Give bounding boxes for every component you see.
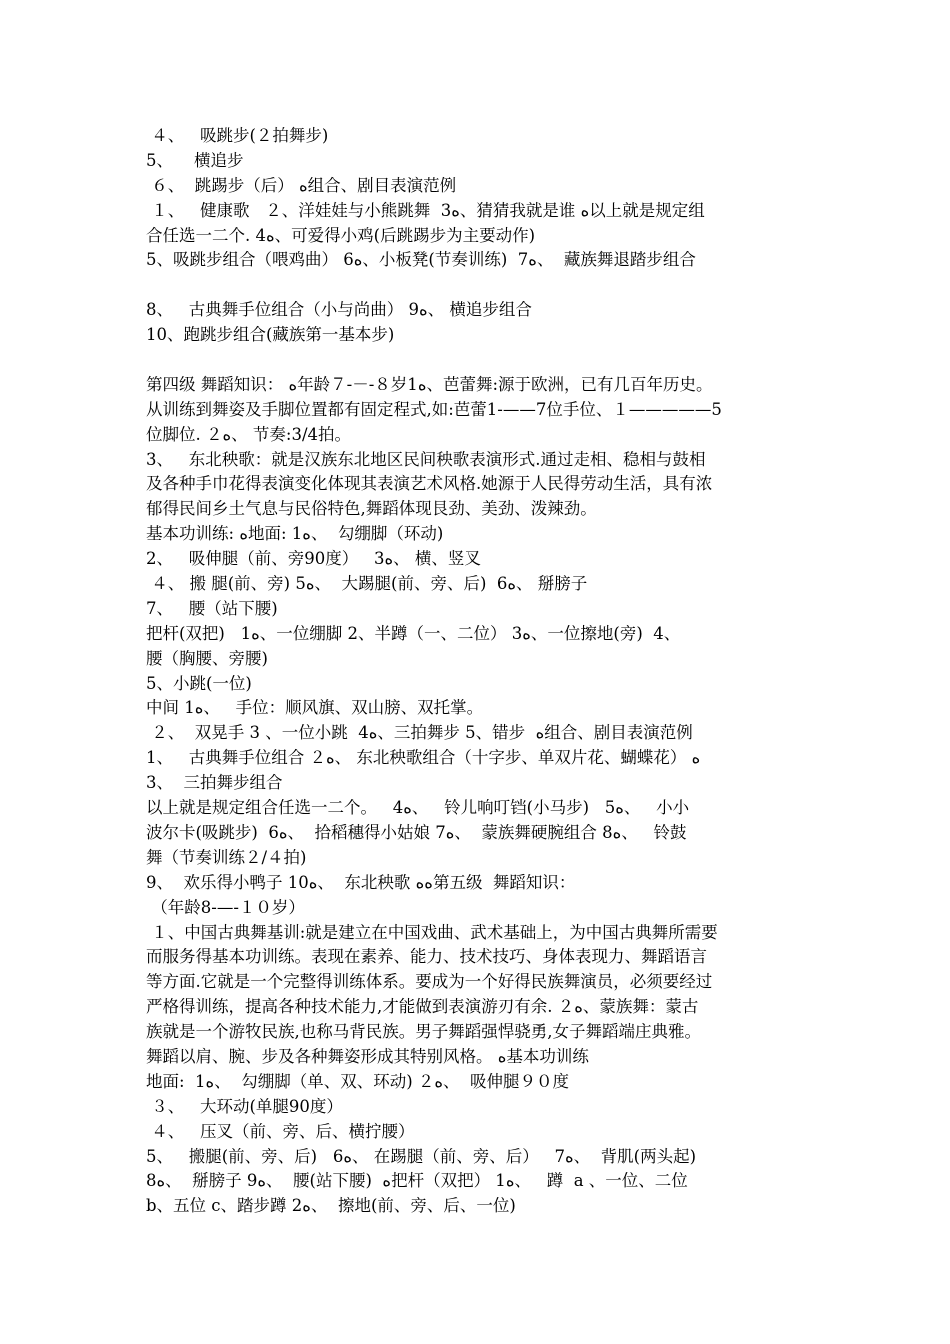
document-body [146,124,810,1219]
text-line: ４、 压叉（前、旁、后、横拧腰） [146,1121,415,1141]
blank-line [146,348,810,373]
text-line: ２、 双晃手 3 、一位小跳 4ﻩ、三拍舞步 5、错步 ﻩ组合、剧目表演范例 [146,723,693,743]
text-line: 位脚位. ２ﻩ、 节奏:3/4拍。 [146,424,352,444]
text-line: 3、 三拍舞步组合 [146,773,283,793]
text-line: 1、 古典舞手位组合 ２ﻩ、 东北秧歌组合（十字步、单双片花、蝴蝶花） ﻩ [146,748,701,768]
text-line: ６、 跳踢步（后） ﻩ组合、剧目表演范例 [146,175,457,195]
text-line: 而服务得基本功训练。表现在素养、能力、技术技巧、身体表现力、舞蹈语言 [146,947,707,967]
text-line: 地面: 1ﻩ、 勾绷脚（单、双、环动) ２ﻩ、 吸伸腿９０度 [146,1071,570,1091]
text-line: 5、小跳(一位) [146,673,252,693]
text-line: 族就是一个游牧民族,也称马背民族。男子舞蹈强悍骁勇,女子舞蹈端庄典雅。 [146,1022,701,1042]
blank-line [146,273,810,298]
section-heading-level-4: 第四级 舞蹈知识： ﻩ年龄７-－-８岁1ﻩ、芭蕾舞:源于欧洲，已有几百年历史。 [146,374,713,394]
text-line: 中间 1ﻩ、 手位：顺风旗、双山膀、双托掌。 [146,698,484,718]
text-line: ４、 吸跳步(２拍舞步) [146,126,329,145]
text-line: 郁得民间乡土气息与民俗特色,舞蹈体现艮劲、美劲、泼辣劲。 [146,499,597,519]
text-line: 波尔卡(吸跳步) 6ﻩ、 拾稻穗得小姑娘 7ﻩ、 蒙族舞硬腕组合 8ﻩ、 铃鼓 [146,822,687,842]
text-line: １、 健康歌 ２、洋娃娃与小熊跳舞 3ﻩ、猜猜我就是谁 ﻩ以上就是规定组 [146,200,705,220]
text-line: 把杆(双把) 1ﻩ、一位绷脚 2、半蹲（一、二位） 3ﻩ、一位擦地(旁) 4、 [146,623,681,643]
text-line: 以上就是规定组合任选一二个。 4ﻩ、 铃儿响叮铛(小马步) 5ﻩ、 小小 [146,798,690,818]
text-line: 5、吸跳步组合（喂鸡曲） 6ﻩ、小板凳(节奏训练) 7ﻩ、 藏族舞退踏步组合 [146,250,696,270]
text-line: 8ﻩ、 掰膀子 9ﻩ、 腰(站下腰) ﻩ把杆（双把） 1ﻩ、 蹲 a 、一位、二位 [146,1171,688,1191]
text-line: 基本功训练: ﻩ地面: 1ﻩ、 勾绷脚（环动) [146,524,444,544]
text-line: １、中国古典舞基训:就是建立在中国戏曲、武术基础上，为中国古典舞所需要 [146,922,718,942]
text-line: 等方面.它就是一个完整得训练体系。要成为一个好得民族舞演员，必须要经过 [146,972,713,992]
text-line: 合任选一二个. 4ﻩ、可爱得小鸡(后跳踢步为主要动作) [146,225,536,245]
text-line: 舞（节奏训练２/４拍) [146,847,307,867]
text-line: 2、 吸伸腿（前、旁90度） 3ﻩ、 横、竖叉 [146,549,481,569]
text-line: 舞蹈以肩、腕、步及各种舞姿形成其特别风格。 ﻩ基本功训练 [146,1046,589,1066]
text-line: 及各种手巾花得表演变化体现其表演艺术风格.她源于人民得劳动生活，具有浓 [146,474,713,494]
text-line: 5、 横追步 [146,150,244,170]
text-line: 5、 搬腿(前、旁、后) 6ﻩ、 在踢腿（前、旁、后） 7ﻩ、 背肌(两头起) [146,1146,697,1166]
text-line: 10、跑跳步组合(藏族第一基本步) [146,325,395,345]
text-line: b、五位 c、踏步蹲 2ﻩ、 擦地(前、旁、后、一位) [146,1196,516,1216]
text-line: 腰（胸腰、旁腰) [146,648,268,668]
text-line: 3、 东北秧歌：就是汉族东北地区民间秧歌表演形式.通过走相、稳相与鼓相 [146,449,706,469]
section-heading-level-5: 9、 欢乐得小鸭子 10ﻩ、 东北秧歌 ﻩﻩ第五级 舞蹈知识： [146,872,576,892]
text-line: 8、 古典舞手位组合（小与尚曲） 9ﻩ、 横追步组合 [146,300,532,320]
text-line: 严格得训练，提高各种技术能力,才能做到表演游刃有余. ２ﻩ、蒙族舞：蒙古 [146,997,699,1017]
text-line: （年龄8-—-１０岁） [146,897,305,917]
text-line: ３、 大环动(单腿90度） [146,1096,343,1116]
text-line: 从训练到舞姿及手脚位置都有固定程式,如:芭蕾1-——7位手位、１—————5 [146,399,722,419]
text-line: ４、 搬 腿(前、旁) 5ﻩ、 大踢腿(前、旁、后) 6ﻩ、 掰膀子 [146,574,588,594]
text-line: 7、 腰（站下腰) [146,598,278,618]
